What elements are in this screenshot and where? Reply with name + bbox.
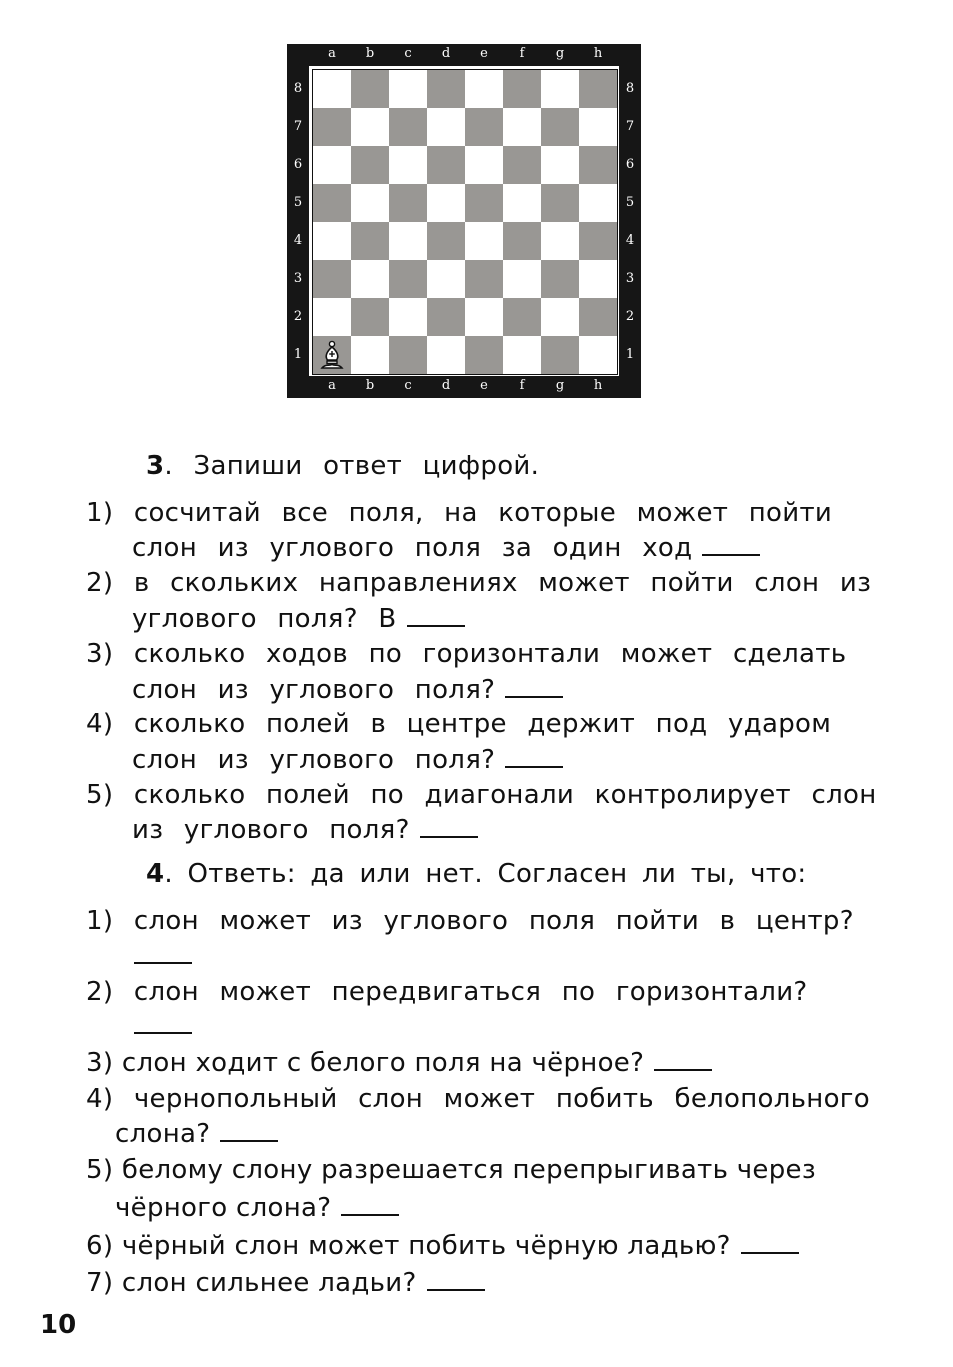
rank-label-left: 1 [293,347,303,362]
square-a8 [313,70,351,108]
task4-item-7 [86,1268,485,1298]
item-text: чёрный слон может побить чёрную ладью? [121,1231,731,1261]
file-label-bottom: c [404,378,412,393]
file-label-top: d [441,46,451,61]
square-a1 [313,336,351,374]
item-text: слон из углового поля? [132,745,496,775]
square-d8 [427,70,465,108]
task3-title: Запиши ответ цифрой. [193,451,540,481]
square-h7 [579,108,617,146]
answer-blank[interactable] [420,836,478,838]
task4-item-5-line1 [86,1155,816,1185]
square-c6 [389,146,427,184]
item-text: сколько полей в центре держит под ударом [133,709,832,739]
rank-label-right: 2 [625,309,635,324]
item-text: слон может передвигаться по горизонтали? [133,977,808,1007]
item-number: 5) [86,780,114,810]
square-e6 [465,146,503,184]
rank-label-left: 8 [293,81,303,96]
square-a6 [313,146,351,184]
item-text: в скольких направлениях может пойти слон из [133,568,872,598]
file-label-top: c [404,46,412,61]
file-label-top: g [555,46,565,61]
rank-label-left: 3 [293,271,303,286]
file-label-bottom: e [480,378,488,393]
square-c4 [389,222,427,260]
rank-label-right: 6 [625,157,635,172]
answer-blank[interactable] [341,1214,399,1216]
chessboard-grid [312,69,618,375]
square-e3 [465,260,503,298]
square-f2 [503,298,541,336]
answer-blank[interactable] [654,1069,712,1071]
square-d5 [427,184,465,222]
square-e2 [465,298,503,336]
square-d6 [427,146,465,184]
rank-label-right: 8 [625,81,635,96]
task4-item-6 [86,1231,799,1261]
item-text: сколько ходов по горизонтали может сделать [133,639,847,669]
file-label-top: a [328,46,336,61]
item-number: 7) [86,1268,114,1298]
answer-blank[interactable] [505,766,563,768]
rank-label-right: 4 [625,233,635,248]
file-label-top: h [593,46,603,61]
item-number: 6) [86,1231,114,1261]
task4-item-1 [86,906,854,936]
rank-label-right: 7 [625,119,635,134]
rank-label-left: 2 [293,309,303,324]
rank-label-left: 4 [293,233,303,248]
answer-blank[interactable] [220,1140,278,1142]
chessboard [287,44,641,398]
square-d4 [427,222,465,260]
square-g7 [541,108,579,146]
answer-blank[interactable] [505,696,563,698]
square-b2 [351,298,389,336]
white-bishop-icon [313,336,351,374]
item-number: 3) [86,639,114,669]
square-a4 [313,222,351,260]
square-h4 [579,222,617,260]
square-g4 [541,222,579,260]
item-text: чёрного слона? [115,1193,332,1223]
square-f6 [503,146,541,184]
file-label-top: f [519,46,525,61]
square-a5 [313,184,351,222]
task3-item-3-line2 [132,675,563,705]
square-g6 [541,146,579,184]
square-e1 [465,336,503,374]
file-label-bottom: b [365,378,375,393]
rank-label-right: 1 [625,347,635,362]
square-c5 [389,184,427,222]
square-d7 [427,108,465,146]
task4-heading: 4. Ответь: да или нет. Согласен ли ты, что: [146,859,807,889]
square-h2 [579,298,617,336]
task4-item-4-line2 [115,1119,278,1149]
square-c2 [389,298,427,336]
square-a2 [313,298,351,336]
file-label-bottom: d [441,378,451,393]
answer-blank[interactable] [407,625,465,627]
square-b4 [351,222,389,260]
page-number: 10 [40,1310,77,1340]
answer-blank[interactable] [702,554,760,556]
square-a7 [313,108,351,146]
rank-label-right: 3 [625,271,635,286]
task4-item-5-line2 [115,1193,399,1223]
item-text: из углового поля? [132,815,410,845]
file-label-bottom: g [555,378,565,393]
square-d2 [427,298,465,336]
square-f1 [503,336,541,374]
square-c3 [389,260,427,298]
square-g2 [541,298,579,336]
square-d3 [427,260,465,298]
answer-blank[interactable] [134,1032,192,1034]
square-f4 [503,222,541,260]
file-label-bottom: h [593,378,603,393]
square-e4 [465,222,503,260]
square-b8 [351,70,389,108]
square-a3 [313,260,351,298]
square-g8 [541,70,579,108]
square-b3 [351,260,389,298]
task3-item-4-line1 [86,709,831,739]
file-label-top: e [480,46,488,61]
task3-item-2-line1 [86,568,871,598]
square-b1 [351,336,389,374]
square-e8 [465,70,503,108]
square-f8 [503,70,541,108]
item-text: чернопольный слон может побить белопольного [133,1084,870,1114]
task4-title: Ответь: да или нет. Согласен ли ты, что: [187,859,807,889]
item-number: 2) [86,568,114,598]
item-number: 1) [86,906,114,936]
square-g1 [541,336,579,374]
rank-label-left: 5 [293,195,303,210]
task4-item-2 [86,977,808,1007]
task3-item-4-line2 [132,745,563,775]
square-b6 [351,146,389,184]
item-number: 2) [86,977,114,1007]
file-label-bottom: a [328,378,336,393]
square-h1 [579,336,617,374]
square-h5 [579,184,617,222]
file-label-bottom: f [519,378,525,393]
task3-number: 3 [146,451,165,481]
answer-blank[interactable] [134,962,192,964]
task4-item-4-line1 [86,1084,870,1114]
task4-item-3 [86,1048,712,1078]
square-b5 [351,184,389,222]
item-text: сосчитай все поля, на которые может пойти [133,498,833,528]
answer-blank[interactable] [427,1289,485,1291]
item-number: 4) [86,709,114,739]
task3-item-5-line2 [132,815,478,845]
item-text: белому слону разрешается перепрыгивать через [121,1155,816,1185]
square-e7 [465,108,503,146]
square-e5 [465,184,503,222]
square-g5 [541,184,579,222]
item-number: 4) [86,1084,114,1114]
answer-blank[interactable] [741,1252,799,1254]
item-text: слон из углового поля за один ход [132,533,693,563]
square-f5 [503,184,541,222]
square-f3 [503,260,541,298]
square-f7 [503,108,541,146]
file-label-top: b [365,46,375,61]
task3-item-2-line2 [132,604,465,634]
item-number: 3) [86,1048,114,1078]
task3-item-1-line2 [132,533,760,563]
task4-number: 4 [146,859,165,889]
item-text: слона? [115,1119,211,1149]
item-text: слон сильнее ладьи? [121,1268,417,1298]
square-h6 [579,146,617,184]
item-text: слон ходит с белого поля на чёрное? [121,1048,645,1078]
square-h8 [579,70,617,108]
square-h3 [579,260,617,298]
square-c7 [389,108,427,146]
rank-label-right: 5 [625,195,635,210]
item-number: 1) [86,498,114,528]
task3-heading: 3. Запиши ответ цифрой. [146,451,540,481]
task3-item-5-line1 [86,780,877,810]
rank-label-left: 6 [293,157,303,172]
item-text: слон из углового поля? [132,675,496,705]
square-d1 [427,336,465,374]
square-g3 [541,260,579,298]
square-c1 [389,336,427,374]
rank-label-left: 7 [293,119,303,134]
chessboard-inner [309,66,619,376]
square-c8 [389,70,427,108]
square-b7 [351,108,389,146]
task3-item-3-line1 [86,639,846,669]
task3-item-1-line1 [86,498,832,528]
item-text: слон может из углового поля пойти в центр? [133,906,854,936]
item-text: углового поля? В [132,604,397,634]
item-number: 5) [86,1155,114,1185]
item-text: сколько полей по диагонали контролирует слон [133,780,877,810]
